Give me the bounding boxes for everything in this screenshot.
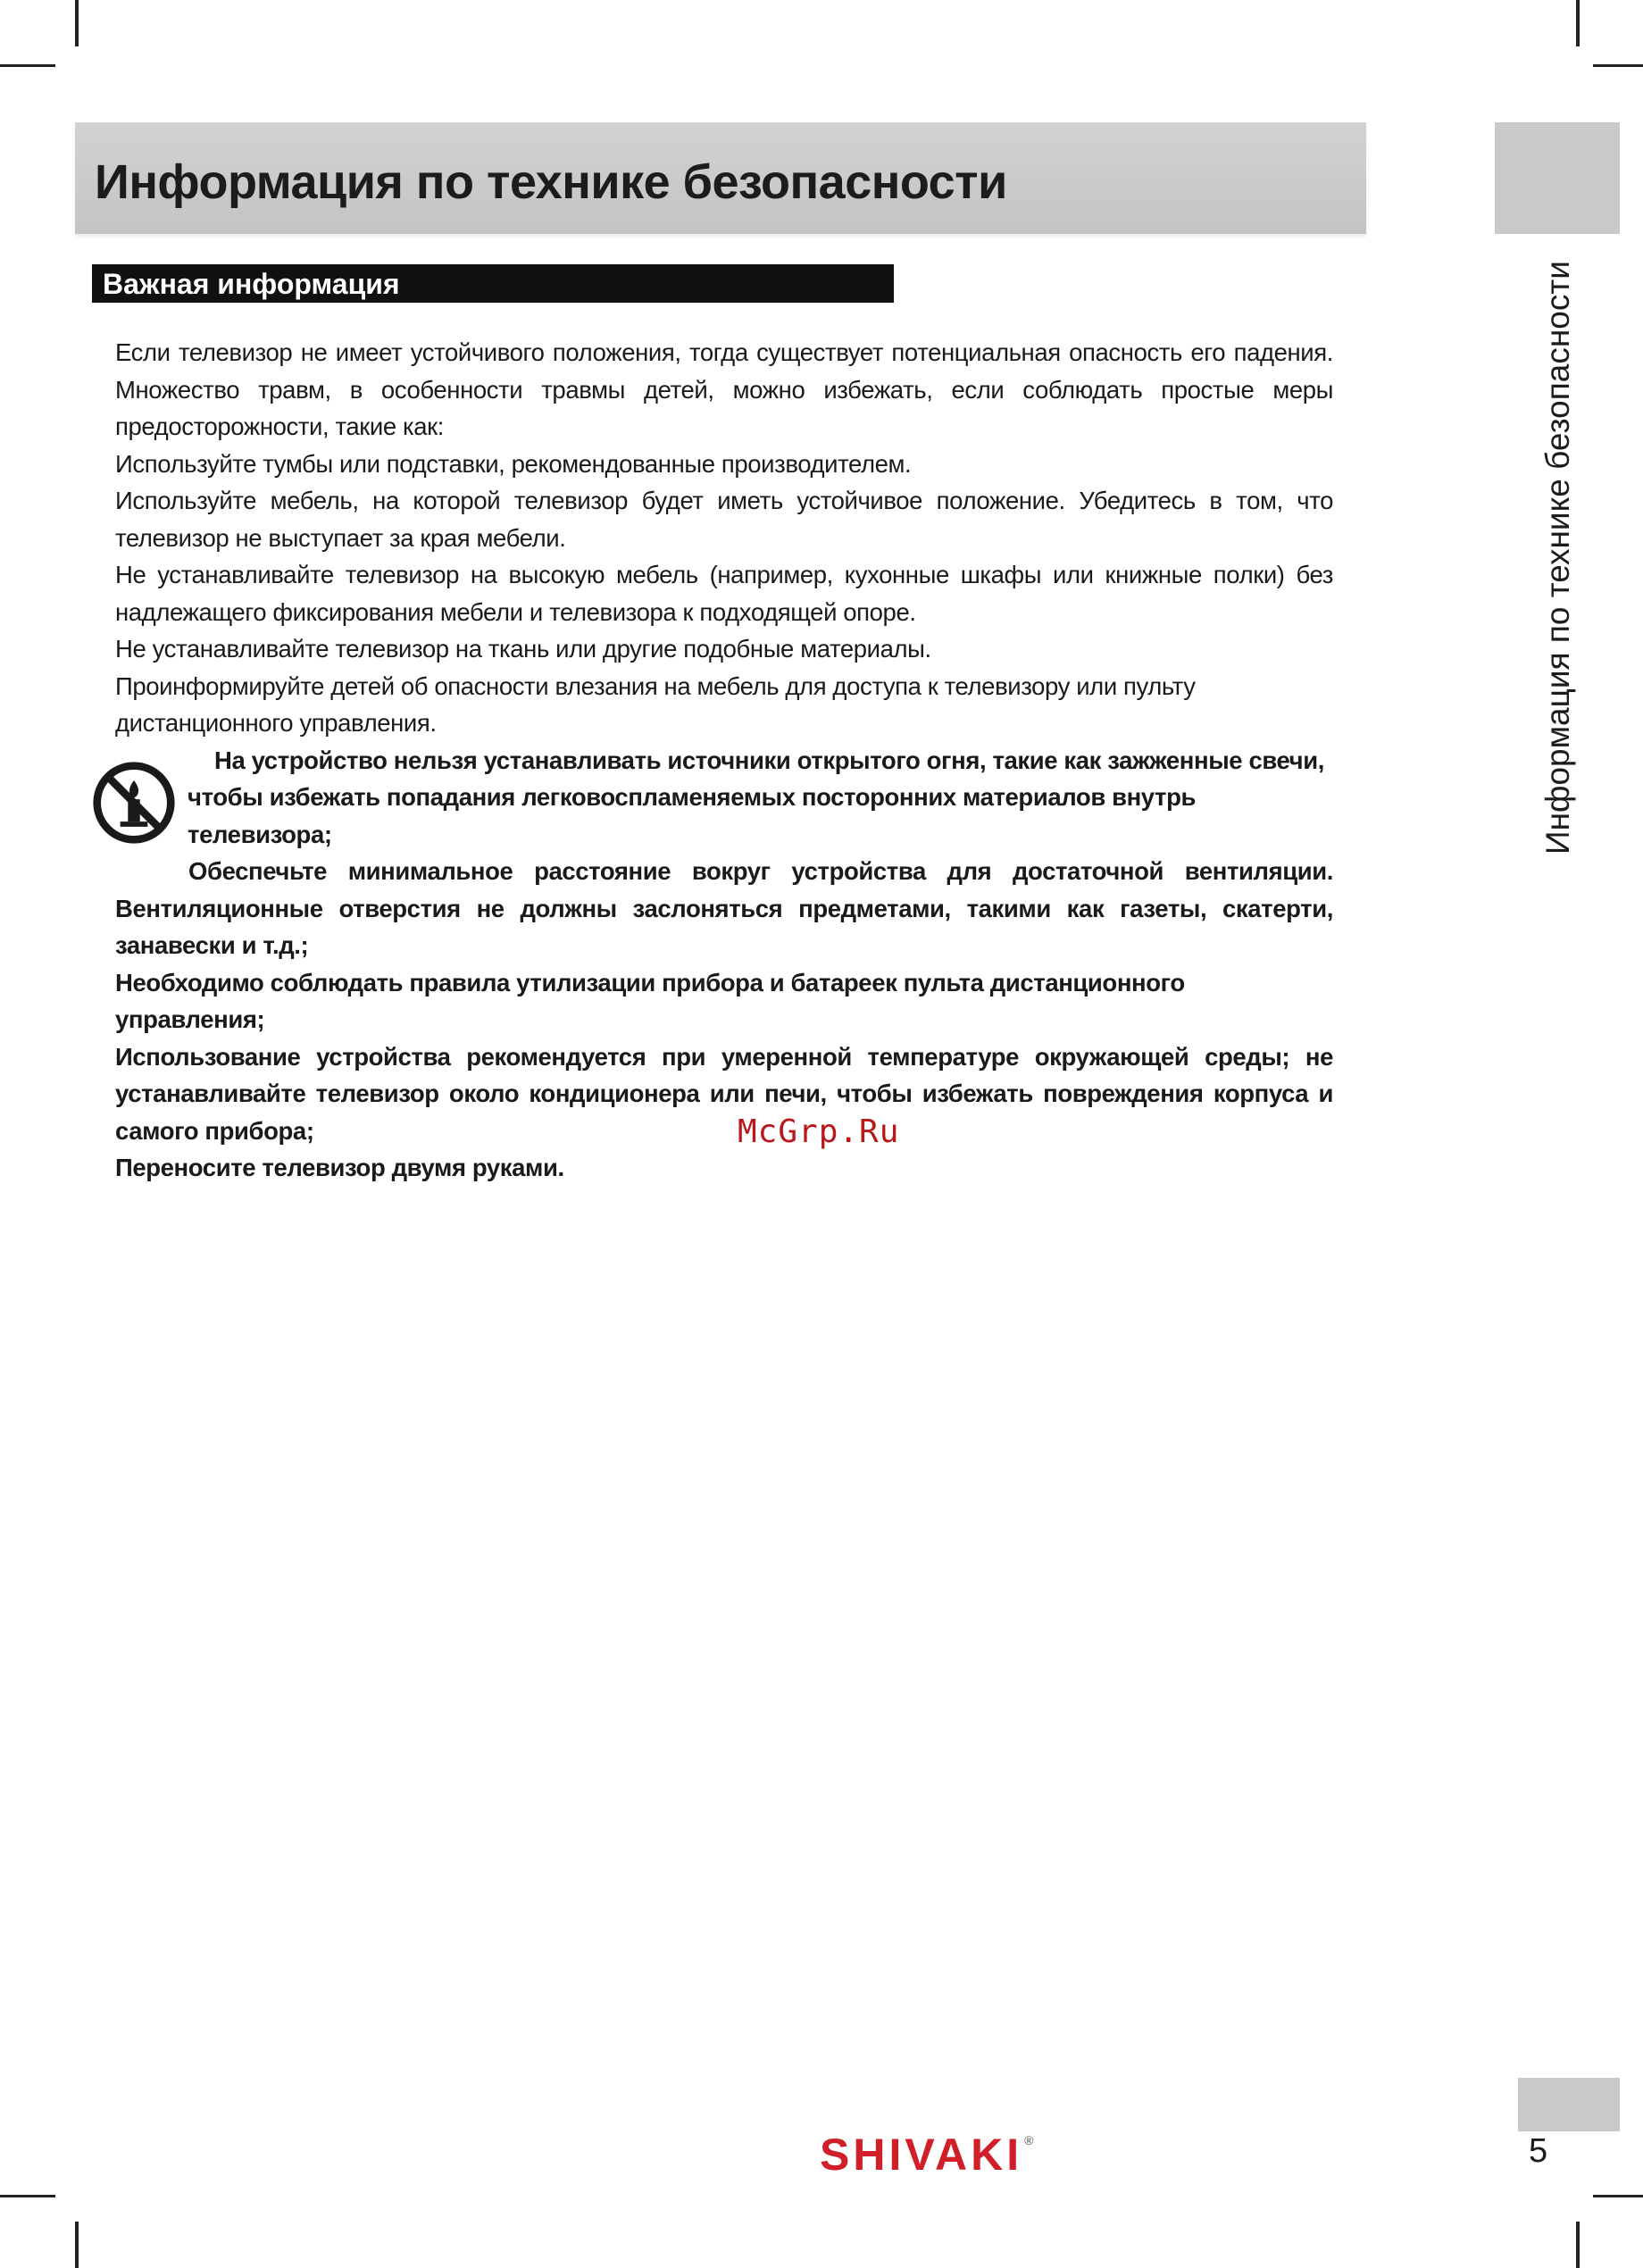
crop-mark [1593, 2195, 1643, 2197]
side-tab-marker [1495, 122, 1620, 234]
crop-mark [0, 2195, 55, 2197]
page-number: 5 [1529, 2132, 1548, 2170]
brand-name: SHIVAKI [820, 2130, 1023, 2180]
warning-temperature: Использование устройства рекомендуется при умеренной температуре окружающей среды; не устанавливайте телевизор около кондиционера или печи, чтобы избежать повреждения корпуса и самого прибора; [115, 1042, 1333, 1145]
side-section-title: Информация по технике безопасности [1539, 261, 1576, 855]
instruction-furniture: Используйте мебель, на которой телевизор будет иметь устойчивое положение. Убедитесь в том, что телевизор не выступает за края мебели. [115, 487, 1333, 552]
registered-mark: ® [1024, 2133, 1034, 2147]
brand-logo [820, 2129, 1033, 2180]
crop-mark [0, 64, 55, 67]
instruction-fabric: Не устанавливайте телевизор на ткань или другие подобные материалы. [115, 635, 931, 663]
safety-content [115, 334, 1333, 1187]
section-heading: Важная информация [103, 268, 400, 300]
header-banner [75, 122, 1366, 234]
warning-carry: Переносите телевизор двумя руками. [115, 1154, 564, 1181]
section-heading-bar [92, 264, 894, 303]
no-open-flame-icon [91, 760, 177, 846]
warning-disposal: Необходимо соблюдать правила утилизации прибора и батареек пульта дистанционного управления; [115, 968, 1185, 1033]
warning-open-flame: На устройство нельзя устанавливать источники открытого огня, такие как зажженные свечи, чтобы избежать попадания легковоспламеняемых посторонних материалов внутрь телевизора; [188, 746, 1324, 848]
fire-warning-block [115, 742, 1333, 854]
crop-mark [1576, 0, 1580, 46]
crop-mark [1576, 2222, 1580, 2268]
crop-mark [75, 0, 79, 46]
warning-ventilation: Обеспечьте минимальное расстояние вокруг устройства для достаточной вентиляции. Вентиляционные отверстия не должны заслоняться предметами, такими как газеты, скатерти, занавески и т.д.; [115, 857, 1333, 959]
instruction-high-furniture: Не устанавливайте телевизор на высокую мебель (например, кухонные шкафы или книжные полки) без надлежащего фиксирования мебели и телевизора к подходящей опоре. [115, 561, 1333, 626]
instruction-stands: Используйте тумбы или подставки, рекомендованные производителем. [115, 449, 912, 478]
crop-mark [1593, 64, 1643, 67]
intro-paragraph: Если телевизор не имеет устойчивого положения, тогда существует потенциальная опасность его падения. Множество травм, в особенности травмы детей, можно избежать, если соблюдать простые меры предосторожности, такие как: [115, 338, 1333, 440]
instruction-children: Проинформируйте детей об опасности влезания на мебель для доступа к телевизору или пульту дистанционного управления. [115, 671, 1196, 737]
page-tab-marker [1518, 2078, 1620, 2131]
crop-mark [75, 2222, 79, 2268]
page-title: Информация по технике безопасности [95, 155, 1007, 209]
watermark: McGrp.Ru [738, 1113, 900, 1150]
